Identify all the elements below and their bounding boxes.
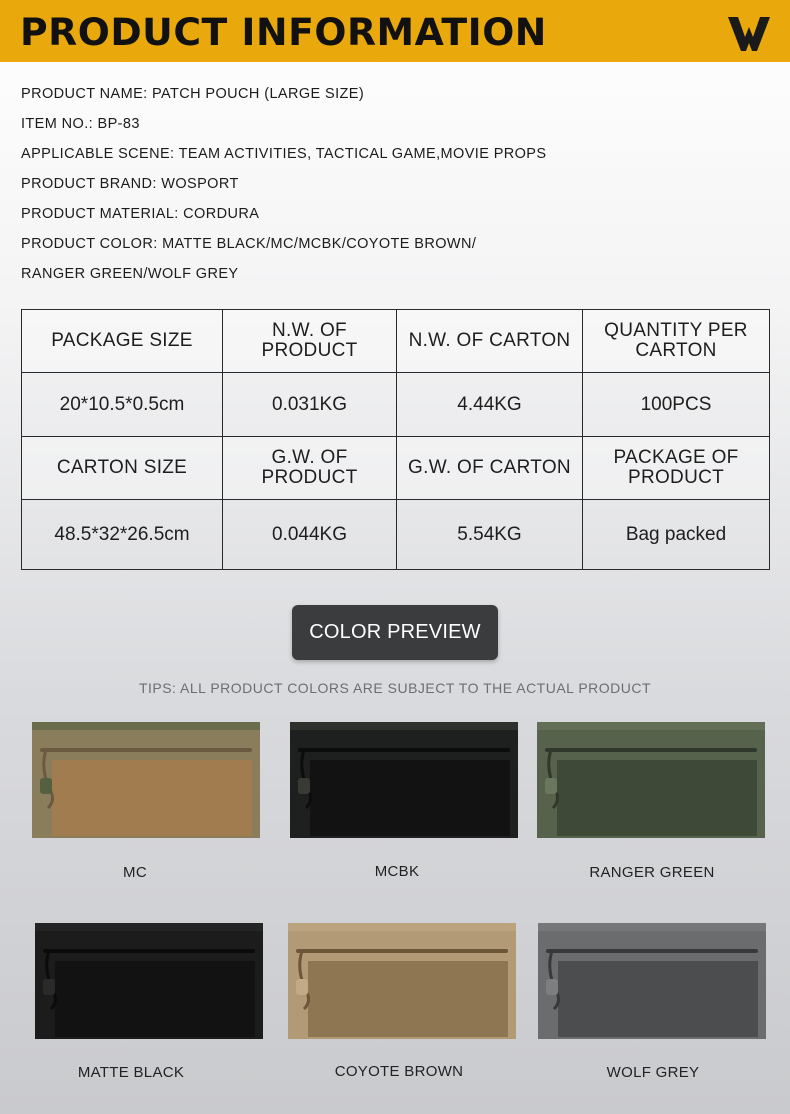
pouch-velcro-panel (557, 760, 757, 836)
pouch-image (288, 921, 516, 1041)
table-header-cell: PACKAGE SIZE (22, 310, 223, 373)
table-header-cell: N.W. OF CARTON (397, 310, 583, 373)
table-value-cell: 0.031KG (223, 373, 397, 437)
table-header-cell: N.W. OF PRODUCT (223, 310, 397, 373)
swatch-label-wolf-grey: WOLF GREY (606, 1064, 700, 1081)
pouch-top-edge (288, 923, 516, 931)
table-header-cell: G.W. OF CARTON (397, 437, 583, 500)
info-line-item-no: ITEM NO.: BP-83 (21, 116, 140, 132)
info-line-color: PRODUCT COLOR: MATTE BLACK/MC/MCBK/COYOTE BROWN/ (21, 236, 477, 252)
pouch-velcro-panel (310, 760, 510, 836)
color-tips-text: TIPS: ALL PRODUCT COLORS ARE SUBJECT TO THE ACTUAL PRODUCT (138, 680, 652, 696)
pouch-image (32, 720, 260, 840)
swatch-label-mcbk: MCBK (374, 863, 420, 880)
info-line-material: PRODUCT MATERIAL: CORDURA (21, 206, 260, 222)
cord-lock (298, 778, 310, 794)
header-banner (0, 0, 790, 62)
pouch-top-edge (290, 722, 518, 730)
swatch-label-matte-black: MATTE BLACK (77, 1064, 185, 1081)
pouch-zipper (546, 949, 758, 953)
pouch-zipper (296, 949, 508, 953)
brand-logo-icon (726, 13, 772, 53)
cord-lock (546, 979, 558, 995)
pouch-image (537, 720, 765, 840)
pouch-image (290, 720, 518, 840)
table-value-cell: 20*10.5*0.5cm (22, 373, 223, 437)
table-value-cell: 4.44KG (397, 373, 583, 437)
table-row (22, 310, 770, 373)
table-row (22, 437, 770, 500)
pouch-velcro-panel (55, 961, 255, 1037)
cord-lock (43, 979, 55, 995)
table-header-cell: G.W. OF PRODUCT (223, 437, 397, 500)
swatch-label-mc: MC (123, 864, 147, 881)
pouch-top-edge (35, 923, 263, 931)
product-info-list (21, 84, 546, 294)
info-line-color-continued: RANGER GREEN/WOLF GREY (21, 266, 239, 282)
table-row (22, 373, 770, 437)
pouch-velcro-panel (52, 760, 252, 836)
color-preview-button[interactable]: COLOR PREVIEW (292, 605, 498, 660)
pouch-zipper (40, 748, 252, 752)
table-value-cell: 5.54KG (397, 500, 583, 570)
table-header-cell: CARTON SIZE (22, 437, 223, 500)
table-value-cell: 0.044KG (223, 500, 397, 570)
table-row (22, 500, 770, 570)
info-line-applicable-scene: APPLICABLE SCENE: TEAM ACTIVITIES, TACTICAL GAME,MOVIE PROPS (21, 146, 547, 162)
pouch-top-edge (32, 722, 260, 730)
page-title: PRODUCT INFORMATION (20, 11, 547, 54)
pouch-zipper (545, 748, 757, 752)
info-line-product-name: PRODUCT NAME: PATCH POUCH (LARGE SIZE) (21, 86, 365, 102)
pouch-top-edge (538, 923, 766, 931)
spec-table (21, 309, 770, 570)
table-header-cell: QUANTITY PER CARTON (583, 310, 770, 373)
swatch-label-ranger-green: RANGER GREEN (589, 864, 715, 881)
table-value-cell: 100PCS (583, 373, 770, 437)
pouch-velcro-panel (558, 961, 758, 1037)
pouch-image (538, 921, 766, 1041)
pouch-top-edge (537, 722, 765, 730)
pouch-velcro-panel (308, 961, 508, 1037)
cord-lock (296, 979, 308, 995)
cord-lock (545, 778, 557, 794)
table-value-cell: 48.5*32*26.5cm (22, 500, 223, 570)
pouch-zipper (298, 748, 510, 752)
cord-lock (40, 778, 52, 794)
table-value-cell: Bag packed (583, 500, 770, 570)
pouch-zipper (43, 949, 255, 953)
table-header-cell: PACKAGE OF PRODUCT (583, 437, 770, 500)
info-line-brand: PRODUCT BRAND: WOSPORT (21, 176, 239, 192)
pouch-image (35, 921, 263, 1041)
swatch-label-coyote-brown: COYOTE BROWN (334, 1063, 464, 1080)
